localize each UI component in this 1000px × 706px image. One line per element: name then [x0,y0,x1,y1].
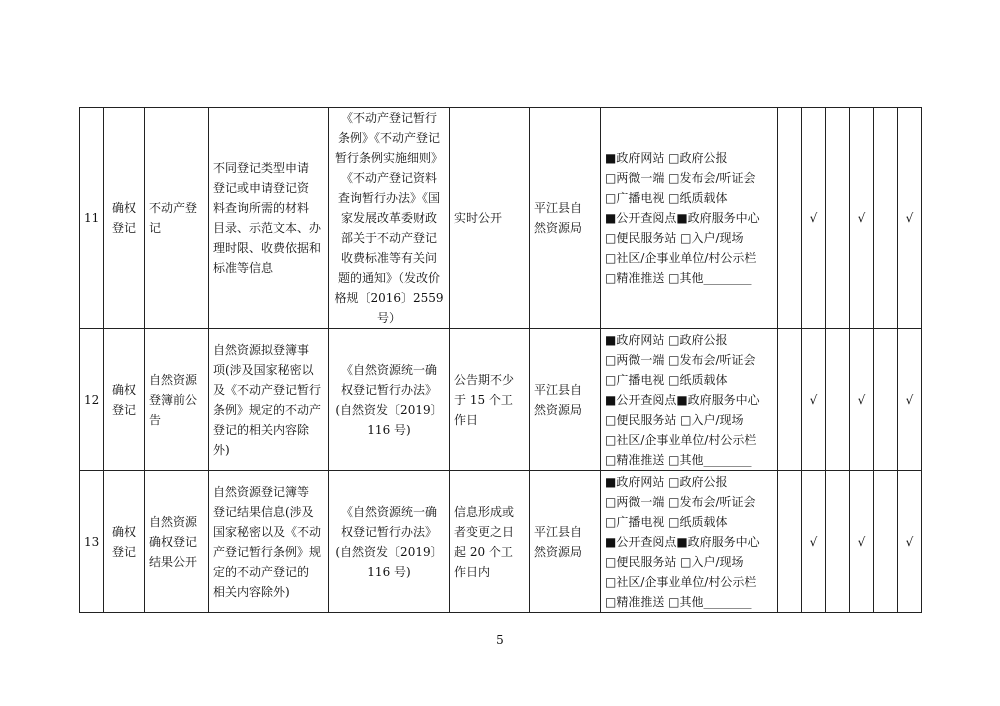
check-mark-cell [778,329,802,471]
check-mark-cell: √ [802,108,826,329]
content-cell-text: 不同登记类型申请 登记或申请登记资 料查询所需的材料 目录、示范文本、办 理时限、收费依据和 标准等信息 [213,161,322,275]
channel-option-line: □精准推送 □其他________ [605,452,752,467]
timeline-cell [450,108,530,329]
check-mark-cell [778,108,802,329]
disclosure-table [79,107,922,613]
check-mark-cell [874,471,898,613]
agency-cell-text: 平江县自 然资源局 [534,201,583,235]
channel-option-line: □广播电视 □纸质载体 [605,191,728,205]
timeline-cell-text: 信息形成或 者变更之日 起 20 个工 作日内 [454,504,515,579]
check-mark-cell: √ [898,329,922,471]
check-mark-cell [826,329,850,471]
content-cell [209,329,329,471]
table-body [80,108,922,613]
timeline-cell [450,471,530,613]
basis-cell [329,108,450,329]
table-row [80,329,922,471]
agency-cell [530,329,601,471]
channel-option-line: □广播电视 □纸质载体 [605,514,728,529]
channel-option-line: □精准推送 □其他________ [605,271,752,285]
channel-option-line: ■政府网站 □政府公报 [605,151,728,165]
channel-option-line: □两微一端 □发布会/听证会 [605,171,756,185]
timeline-cell [450,329,530,471]
channel-option-line: ■公开查阅点■政府服务中心 [605,392,760,407]
channel-option-line: □社区/企事业单位/村公示栏 [605,432,757,447]
basis-cell-text: 《不动产登记暂行 条例》《不动产登记 暂行条例实施细则》 《不动产登记资料 查询暂行办法》《国 家发展改革委财政 部关于不动产登记 收费标准等有关问 题的通知》（发改价 格规〔2016〕2559 号） [334,111,444,325]
category-cell-text: 确权 登记 [111,524,136,559]
channel-option-line: □便民服务站 □入户/现场 [605,554,744,569]
item-cell-text: 自然资源 确权登记 结果公开 [149,514,198,569]
row-number [80,108,104,329]
row-number-text: 11 [84,211,100,225]
item-cell-text: 自然资源 登簿前公 告 [149,372,198,427]
content-cell [209,108,329,329]
channel-option-line: ■公开查阅点■政府服务中心 [605,211,760,225]
channel-option-line: □便民服务站 □入户/现场 [605,412,744,427]
agency-cell-text: 平江县自 然资源局 [534,524,583,559]
check-mark-cell [826,108,850,329]
channel-option-line: ■政府网站 □政府公报 [605,474,728,489]
item-cell [145,108,209,329]
category-cell-text: 确权 登记 [111,382,136,417]
row-number [80,329,104,471]
timeline-cell-text: 实时公开 [454,211,503,225]
agency-cell [530,471,601,613]
basis-cell [329,471,450,613]
category-cell [104,471,145,613]
channel-option-line: □广播电视 □纸质载体 [605,372,728,387]
basis-cell-text: 《自然资源统一确 权登记暂行办法》 (自然资发〔2019〕 116 号) [335,504,443,579]
check-mark-cell: √ [850,329,874,471]
check-mark-cell: √ [850,471,874,613]
check-mark-cell: √ [898,471,922,613]
channels-cell [601,471,778,613]
agency-cell [530,108,601,329]
channels-cell [601,329,778,471]
row-number-text: 12 [84,392,100,407]
item-cell-text: 不动产登 记 [149,201,198,235]
channels-cell [601,108,778,329]
category-cell-text: 确权 登记 [111,201,136,235]
item-cell [145,329,209,471]
basis-cell-text: 《自然资源统一确 权登记暂行办法》 (自然资发〔2019〕 116 号) [335,362,443,437]
agency-cell-text: 平江县自 然资源局 [534,382,583,417]
content-cell-text: 自然资源拟登簿事 项(涉及国家秘密以 及《不动产登记暂行 条例》规定的不动产 登记的相关内容除 外) [213,342,322,457]
channel-option-line: □两微一端 □发布会/听证会 [605,352,756,367]
check-mark-cell: √ [850,108,874,329]
channel-option-line: ■政府网站 □政府公报 [605,332,728,347]
timeline-cell-text: 公告期不少 于 15 个工 作日 [454,372,515,427]
row-number [80,471,104,613]
content-cell [209,471,329,613]
table-row [80,108,922,329]
channel-option-line: □两微一端 □发布会/听证会 [605,494,756,509]
check-mark-cell [826,471,850,613]
check-mark-cell [874,108,898,329]
table-row [80,471,922,613]
page-number: 5 [496,633,504,647]
channel-option-line: □便民服务站 □入户/现场 [605,231,744,245]
channel-option-line: □社区/企事业单位/村公示栏 [605,574,757,589]
check-mark-cell: √ [802,329,826,471]
channel-option-line: □社区/企事业单位/村公示栏 [605,251,757,265]
row-number-text: 13 [84,534,100,549]
category-cell [104,108,145,329]
check-mark-cell [874,329,898,471]
channel-option-line: ■公开查阅点■政府服务中心 [605,534,760,549]
check-mark-cell: √ [898,108,922,329]
category-cell [104,329,145,471]
item-cell [145,471,209,613]
check-mark-cell [778,471,802,613]
channel-option-line: □精准推送 □其他________ [605,594,752,609]
basis-cell [329,329,450,471]
content-cell-text: 自然资源登记簿等 登记结果信息(涉及 国家秘密以及《不动 产登记暂行条例》规 定的不动产登记的 相关内容除外) [213,484,322,599]
check-mark-cell: √ [802,471,826,613]
